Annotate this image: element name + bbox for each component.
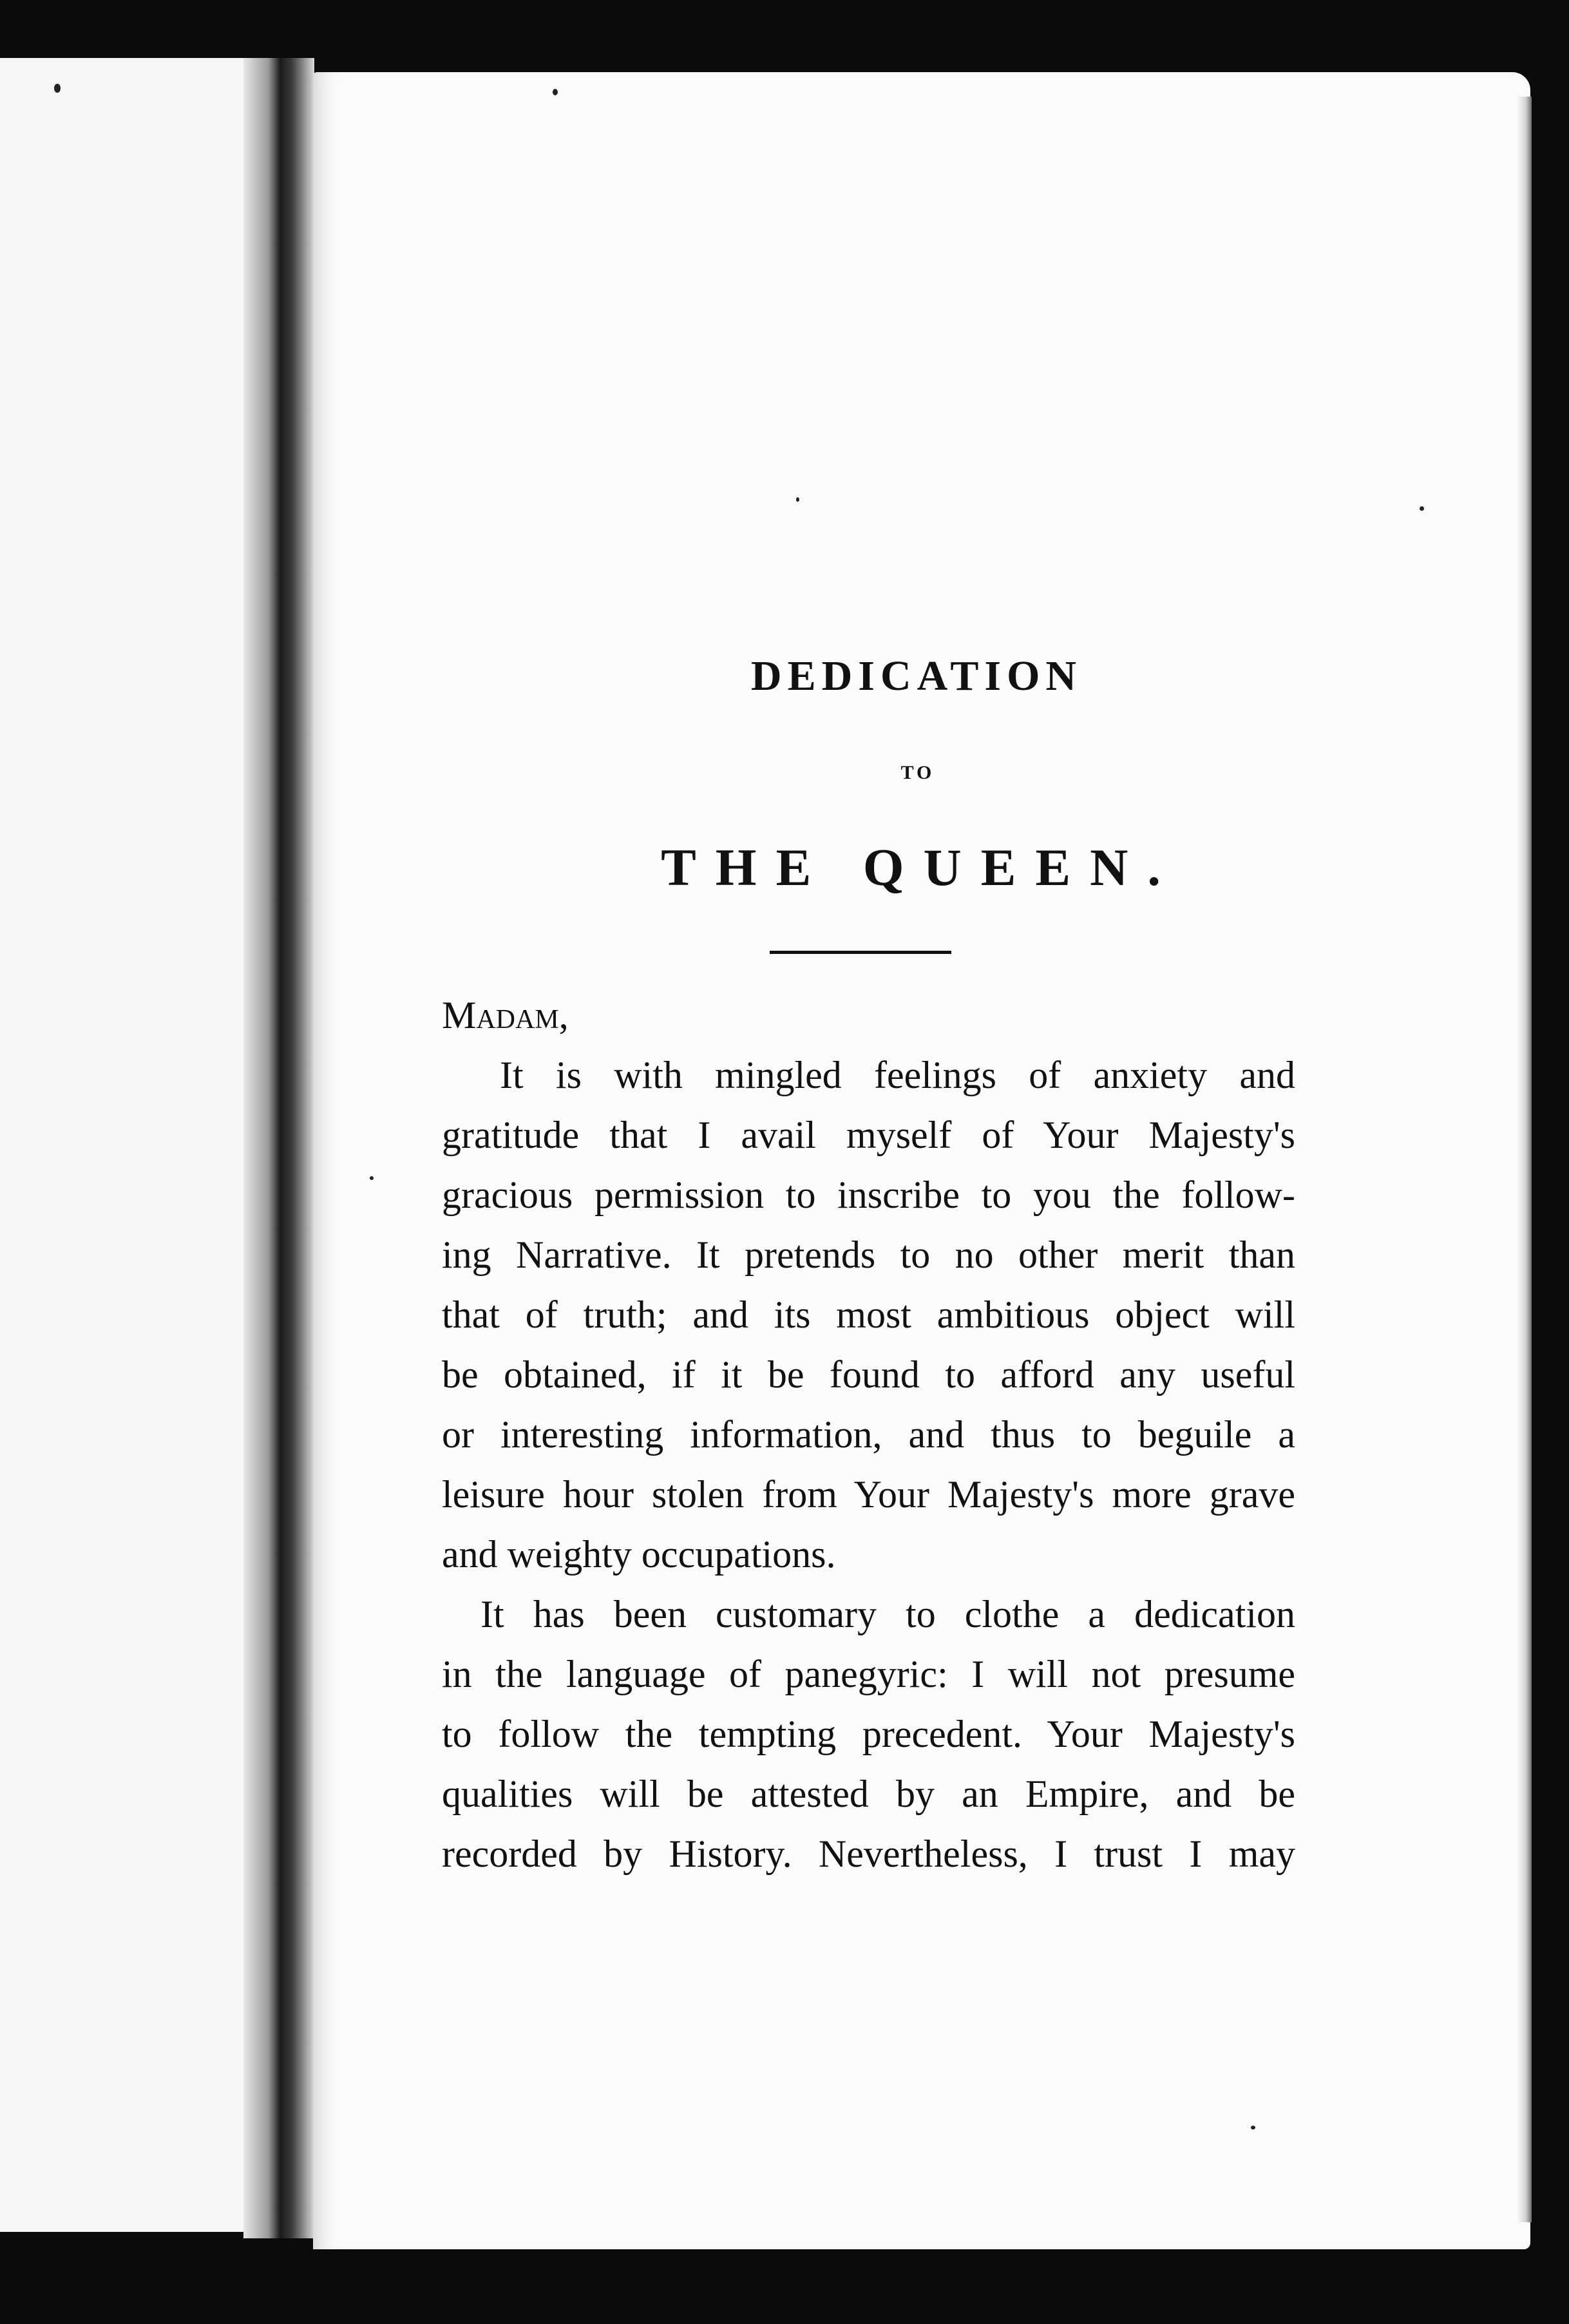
speck xyxy=(1251,2126,1255,2129)
page-right-edge xyxy=(1517,97,1532,2222)
paragraph-line: and weighty occupations. xyxy=(442,1533,836,1576)
previous-page-edge xyxy=(0,58,246,2232)
paragraph-line: It has been customary to clothe a dedication xyxy=(480,1593,1295,1635)
speck xyxy=(553,89,558,95)
paragraph-line: to follow the tempting precedent. Your Majesty's xyxy=(442,1713,1295,1755)
paragraph-line: in the language of panegyric: I will not presume xyxy=(442,1653,1295,1695)
paragraph-1 xyxy=(442,1045,1295,1585)
paragraph-line: that of truth; and its most ambitious object will xyxy=(442,1293,1295,1336)
queen-heading: THE QUEEN. xyxy=(661,838,1180,897)
paragraph-line: gratitude that I avail myself of Your Majesty's xyxy=(442,1114,1295,1156)
to-heading: TO xyxy=(900,762,935,783)
paragraph-2 xyxy=(442,1585,1295,1884)
speck xyxy=(370,1176,374,1180)
dedication-heading: DEDICATION xyxy=(750,652,1083,700)
salutation xyxy=(442,986,1295,1045)
speck xyxy=(1420,506,1424,511)
paragraph-line: gracious permission to inscribe to you the follow- xyxy=(442,1174,1295,1216)
paragraph-line: or interesting information, and thus to beguile a xyxy=(442,1413,1295,1456)
paragraph-line: ing Narrative. It pretends to no other merit than xyxy=(442,1233,1295,1276)
paragraph-line: be obtained, if it be found to afford any useful xyxy=(442,1353,1295,1396)
paragraph-line: recorded by History. Nevertheless, I trust I may xyxy=(442,1833,1295,1875)
book-gutter xyxy=(243,58,314,2238)
paragraph-line: qualities will be attested by an Empire, and be xyxy=(442,1773,1295,1815)
speck xyxy=(796,497,799,502)
paragraph-line: It is with mingled feelings of anxiety and xyxy=(500,1054,1295,1096)
heading-rule xyxy=(770,951,951,954)
paragraph-line: leisure hour stolen from Your Majesty's more grave xyxy=(442,1473,1295,1516)
speck xyxy=(54,84,61,93)
salutation-text: Madam, xyxy=(442,994,569,1036)
